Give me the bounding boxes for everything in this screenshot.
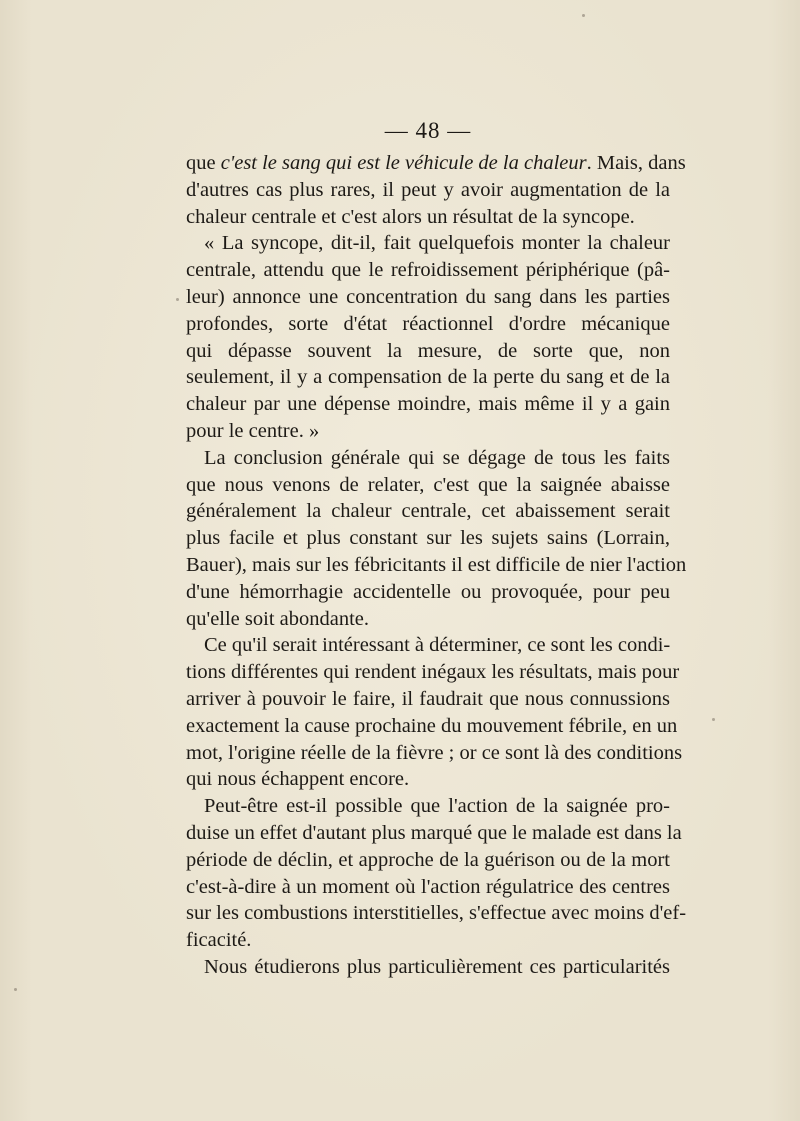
text-line: d'une hémorrhagie accidentelle ou provoquée, pour peu [186, 580, 670, 603]
text-line: généralement la chaleur centrale, cet abaissement serait [186, 500, 670, 523]
text-line: d'autres cas plus rares, il peut y avoir augmentation de la [186, 178, 670, 201]
text-line: tions différentes qui rendent inégaux les résultats, mais pour [186, 661, 680, 684]
text-line: qui nous échappent encore. [186, 768, 410, 791]
paper-speck [14, 988, 17, 991]
text-line: La conclusion générale qui se dégage de tous les faits [204, 446, 670, 469]
text-line: qui dépasse souvent la mesure, de sorte que, non [186, 339, 670, 362]
text-line: Peut-être est-il possible que l'action de la saignée pro- [204, 795, 670, 818]
text-line: que c'est le sang qui est le véhicule de la chaleur. Mais, dans [186, 152, 686, 174]
text-line: Ce qu'il serait intéressant à déterminer, ce sont les condi- [204, 634, 671, 657]
text-line: arriver à pouvoir le faire, il faudrait que nous connussions [186, 687, 670, 710]
body-text [186, 150, 687, 981]
text-line: seulement, il y a compensation de la perte du sang et de la [186, 366, 670, 389]
text-line: Nous étudierons plus particulièrement ces particularités [204, 955, 670, 978]
page-number: — 48 — [384, 118, 472, 143]
text-line: « La syncope, dit-il, fait quelquefois monter la chaleur [204, 232, 670, 255]
text-line: chaleur centrale et c'est alors un résultat de la syncope. [186, 205, 635, 228]
text-line: période de déclin, et approche de la guérison ou de la mort [186, 848, 670, 871]
text-line: centrale, attendu que le refroidissement périphérique (pâ- [186, 259, 670, 282]
paper-speck [582, 14, 585, 17]
text-line: plus facile et plus constant sur les sujets sains (Lorrain, [186, 527, 670, 550]
text-line: pour le centre. » [186, 419, 320, 442]
text-line: sur les combustions interstitielles, s'effectue avec moins d'ef- [186, 902, 687, 925]
italic-phrase: c'est le sang qui est le véhicule de la chaleur [220, 152, 587, 174]
paper-speck [176, 298, 179, 301]
text-line: qu'elle soit abondante. [186, 607, 370, 630]
text-line: duise un effet d'autant plus marqué que le malade est dans la [186, 821, 682, 844]
text-line: chaleur par une dépense moindre, mais même il y a gain [186, 393, 670, 416]
text-line: c'est-à-dire à un moment où l'action régulatrice des centres [186, 875, 670, 898]
text-line: ficacité. [186, 929, 252, 952]
text-line: mot, l'origine réelle de la fièvre ; or ce sont là des conditions [186, 741, 683, 764]
text-line: leur) annonce une concentration du sang dans les parties [186, 285, 670, 308]
text-line: exactement la cause prochaine du mouvement fébrile, en un [186, 714, 678, 737]
paper-speck [712, 718, 715, 721]
text-line: Bauer), mais sur les fébricitants il est difficile de nier l'action [186, 553, 687, 576]
text-line: profondes, sorte d'état réactionnel d'ordre mécanique [186, 312, 670, 335]
text-line: que nous venons de relater, c'est que la saignée abaisse [186, 473, 670, 496]
